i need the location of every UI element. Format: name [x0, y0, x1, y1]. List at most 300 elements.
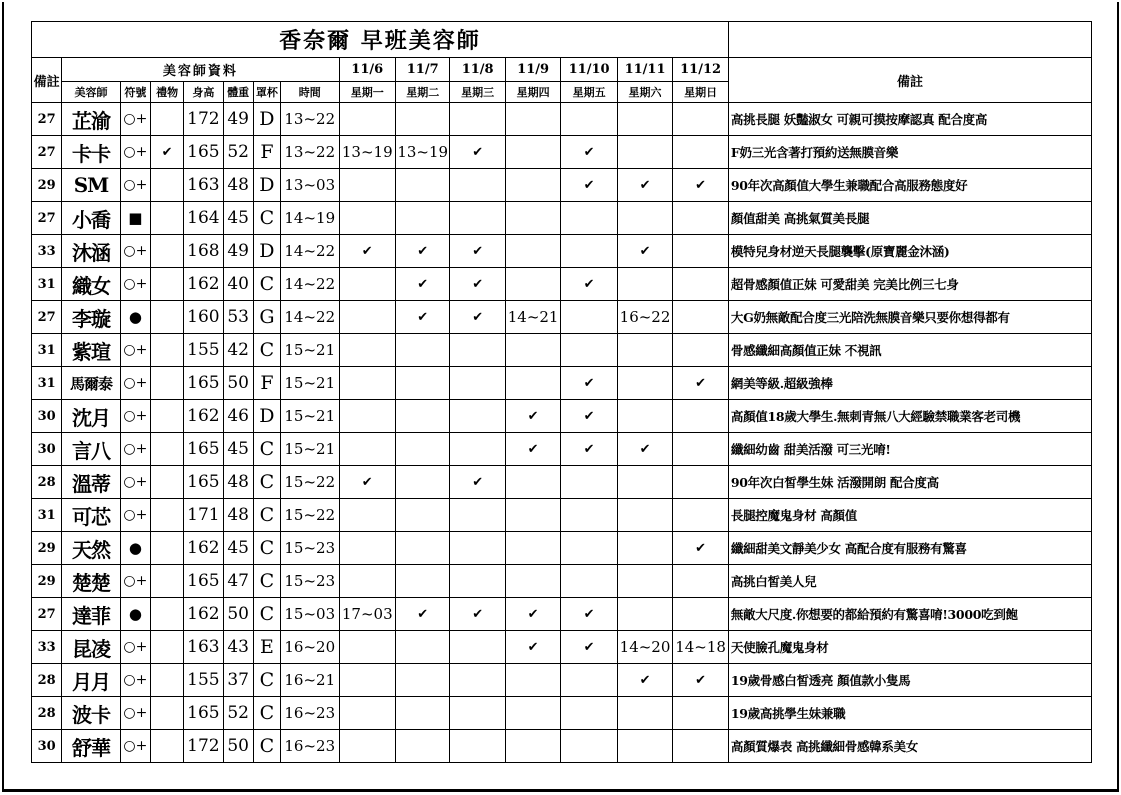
gift-cell — [150, 664, 183, 697]
note-cell: 長腿控魔鬼身材 高顏值 — [728, 499, 1091, 532]
name-cell: 波卡 — [62, 697, 120, 730]
symbol-cell: ○+ — [120, 697, 150, 730]
date-header: 11/6 — [339, 58, 395, 82]
right-note-header: 備註 — [728, 58, 1091, 103]
age-cell: 29 — [32, 532, 62, 565]
schedule-cell — [395, 631, 449, 664]
schedule-cell — [617, 730, 672, 763]
age-cell: 29 — [32, 169, 62, 202]
note-cell: 顏值甜美 高挑氣質美長腿 — [728, 202, 1091, 235]
gift-cell — [150, 565, 183, 598]
schedule-cell — [339, 433, 395, 466]
title-right-cell — [728, 22, 1091, 58]
name-cell: 沈月 — [62, 400, 120, 433]
weight-cell: 52 — [223, 697, 253, 730]
table-row — [32, 598, 1092, 631]
age-cell: 33 — [32, 631, 62, 664]
schedule-cell — [673, 400, 729, 433]
header-row-dates — [32, 58, 1092, 82]
schedule-cell — [505, 103, 560, 136]
cup-cell: D — [253, 103, 280, 136]
schedule-cell — [617, 565, 672, 598]
symbol-cell: ○+ — [120, 730, 150, 763]
schedule-cell — [450, 202, 505, 235]
schedule-cell — [339, 697, 395, 730]
schedule-cell — [561, 697, 617, 730]
cup-cell: C — [253, 598, 280, 631]
note-cell: F奶三光含著打預約送無膜音樂 — [728, 136, 1091, 169]
schedule-cell: ✔ — [673, 532, 729, 565]
cup-cell: C — [253, 664, 280, 697]
schedule-cell — [673, 565, 729, 598]
schedule-cell: ✔ — [561, 367, 617, 400]
weight-cell: 50 — [223, 367, 253, 400]
height-cell: 165 — [184, 433, 223, 466]
symbol-cell: ● — [120, 598, 150, 631]
schedule-cell — [561, 664, 617, 697]
table-row — [32, 202, 1092, 235]
table-row — [32, 697, 1092, 730]
symbol-cell: ○+ — [120, 334, 150, 367]
cup-cell: C — [253, 334, 280, 367]
age-cell: 31 — [32, 268, 62, 301]
symbol-cell: ○+ — [120, 268, 150, 301]
symbol-cell: ○+ — [120, 235, 150, 268]
symbol-cell: ○+ — [120, 466, 150, 499]
schedule-cell — [505, 136, 560, 169]
schedule-cell — [395, 565, 449, 598]
name-cell: 卡卡 — [62, 136, 120, 169]
schedule-cell — [673, 730, 729, 763]
time-cell: 13~03 — [281, 169, 339, 202]
schedule-cell — [395, 202, 449, 235]
name-cell: 沐涵 — [62, 235, 120, 268]
schedule-cell — [561, 301, 617, 334]
date-header: 11/8 — [450, 58, 505, 82]
note-cell: 骨感纖細高顏值正妹 不視訊 — [728, 334, 1091, 367]
schedule-cell — [561, 466, 617, 499]
schedule-cell — [505, 565, 560, 598]
title-row — [32, 22, 1092, 58]
schedule-cell: ✔ — [395, 268, 449, 301]
weight-cell: 50 — [223, 598, 253, 631]
time-cell: 13~22 — [281, 136, 339, 169]
age-cell: 30 — [32, 400, 62, 433]
age-cell: 27 — [32, 136, 62, 169]
note-cell: 高挑長腿 妖豔淑女 可親可摸按摩認真 配合度高 — [728, 103, 1091, 136]
schedule-cell: ✔ — [450, 598, 505, 631]
name-cell: 溫蒂 — [62, 466, 120, 499]
weight-cell: 43 — [223, 631, 253, 664]
schedule-cell — [450, 499, 505, 532]
name-cell: 紫瑄 — [62, 334, 120, 367]
note-cell: 19歲骨感白皙透亮 顏值款小隻馬 — [728, 664, 1091, 697]
weekday-header: 星期日 — [673, 82, 729, 103]
schedule-cell: ✔ — [561, 598, 617, 631]
gift-cell — [150, 730, 183, 763]
table-body — [32, 103, 1092, 763]
symbol-cell: ○+ — [120, 664, 150, 697]
gift-cell — [150, 268, 183, 301]
schedule-cell — [673, 499, 729, 532]
column-header: 時間 — [281, 82, 339, 103]
schedule-cell — [339, 664, 395, 697]
gift-cell — [150, 631, 183, 664]
schedule-cell — [673, 301, 729, 334]
schedule-cell: ✔ — [561, 268, 617, 301]
schedule-cell: 14~18 — [673, 631, 729, 664]
gift-cell — [150, 400, 183, 433]
weight-cell: 53 — [223, 301, 253, 334]
symbol-cell: ● — [120, 532, 150, 565]
cup-cell: C — [253, 697, 280, 730]
schedule-cell — [617, 202, 672, 235]
schedule-cell — [505, 367, 560, 400]
table-row — [32, 169, 1092, 202]
note-cell: 纖細幼齒 甜美活潑 可三光唷! — [728, 433, 1091, 466]
height-cell: 164 — [184, 202, 223, 235]
table-row — [32, 499, 1092, 532]
schedule-cell — [673, 268, 729, 301]
schedule-cell — [339, 268, 395, 301]
name-cell: 達菲 — [62, 598, 120, 631]
schedule-cell: ✔ — [561, 631, 617, 664]
symbol-cell: ○+ — [120, 631, 150, 664]
age-cell: 27 — [32, 301, 62, 334]
age-cell: 28 — [32, 466, 62, 499]
name-cell: SM — [62, 169, 120, 202]
gift-cell — [150, 169, 183, 202]
column-header: 體重 — [223, 82, 253, 103]
time-cell: 15~21 — [281, 334, 339, 367]
weight-cell: 48 — [223, 169, 253, 202]
table-row — [32, 367, 1092, 400]
name-cell: 月月 — [62, 664, 120, 697]
schedule-cell: ✔ — [617, 664, 672, 697]
height-cell: 165 — [184, 565, 223, 598]
weight-cell: 50 — [223, 730, 253, 763]
schedule-cell: ✔ — [450, 268, 505, 301]
schedule-cell: 13~19 — [395, 136, 449, 169]
schedule-cell — [450, 631, 505, 664]
symbol-cell: ○+ — [120, 565, 150, 598]
schedule-cell — [339, 631, 395, 664]
note-cell: 天使臉孔魔鬼身材 — [728, 631, 1091, 664]
schedule-cell — [505, 235, 560, 268]
time-cell: 16~20 — [281, 631, 339, 664]
schedule-cell — [617, 532, 672, 565]
schedule-cell — [339, 169, 395, 202]
schedule-cell: ✔ — [505, 400, 560, 433]
time-cell: 16~21 — [281, 664, 339, 697]
name-cell: 舒華 — [62, 730, 120, 763]
note-cell: 高顏質爆表 高挑纖細骨感韓系美女 — [728, 730, 1091, 763]
age-cell: 29 — [32, 565, 62, 598]
schedule-cell — [505, 664, 560, 697]
name-cell: 天然 — [62, 532, 120, 565]
column-header: 美容師 — [62, 82, 120, 103]
table-row — [32, 334, 1092, 367]
schedule-cell — [505, 202, 560, 235]
schedule-cell: ✔ — [450, 136, 505, 169]
weekday-header: 星期一 — [339, 82, 395, 103]
note-cell: 網美等級.超級強棒 — [728, 367, 1091, 400]
schedule-cell: 16~22 — [617, 301, 672, 334]
name-cell: 言八 — [62, 433, 120, 466]
info-header: 美容師資料 — [62, 58, 339, 82]
cup-cell: E — [253, 631, 280, 664]
time-cell: 15~22 — [281, 466, 339, 499]
gift-cell — [150, 367, 183, 400]
note-cell: 90年次高顏值大學生兼職配合高服務態度好 — [728, 169, 1091, 202]
time-cell: 13~22 — [281, 103, 339, 136]
note-cell: 無敵大尺度.你想要的都給預約有驚喜唷!3000吃到飽 — [728, 598, 1091, 631]
schedule-cell: ✔ — [395, 301, 449, 334]
schedule-cell — [395, 367, 449, 400]
weight-cell: 48 — [223, 499, 253, 532]
schedule-cell — [673, 697, 729, 730]
schedule-cell — [617, 136, 672, 169]
time-cell: 15~03 — [281, 598, 339, 631]
symbol-cell: ■ — [120, 202, 150, 235]
height-cell: 162 — [184, 532, 223, 565]
height-cell: 160 — [184, 301, 223, 334]
schedule-cell: ✔ — [339, 235, 395, 268]
gift-cell — [150, 235, 183, 268]
schedule-cell — [395, 400, 449, 433]
weekday-header: 星期四 — [505, 82, 560, 103]
table-row — [32, 103, 1092, 136]
date-header: 11/10 — [561, 58, 617, 82]
schedule-cell: ✔ — [617, 433, 672, 466]
schedule-cell — [339, 730, 395, 763]
schedule-cell — [339, 202, 395, 235]
schedule-cell — [339, 565, 395, 598]
height-cell: 155 — [184, 334, 223, 367]
gift-cell — [150, 202, 183, 235]
time-cell: 15~21 — [281, 400, 339, 433]
age-cell: 30 — [32, 730, 62, 763]
schedule-cell: ✔ — [450, 235, 505, 268]
schedule-cell: ✔ — [339, 466, 395, 499]
name-cell: 楚楚 — [62, 565, 120, 598]
age-cell: 31 — [32, 499, 62, 532]
schedule-cell — [505, 334, 560, 367]
table-row — [32, 136, 1092, 169]
column-header: 符號 — [120, 82, 150, 103]
date-header: 11/11 — [617, 58, 672, 82]
time-cell: 15~23 — [281, 565, 339, 598]
schedule-cell — [395, 466, 449, 499]
symbol-cell: ○+ — [120, 433, 150, 466]
schedule-cell — [561, 565, 617, 598]
page-title: 香奈爾 早班美容師 — [32, 22, 729, 58]
schedule-cell — [450, 730, 505, 763]
gift-cell: ✔ — [150, 136, 183, 169]
schedule-cell — [617, 367, 672, 400]
height-cell: 162 — [184, 400, 223, 433]
schedule-cell — [450, 697, 505, 730]
age-cell: 31 — [32, 367, 62, 400]
weight-cell: 45 — [223, 532, 253, 565]
cup-cell: C — [253, 466, 280, 499]
schedule-cell — [617, 598, 672, 631]
note-cell: 纖細甜美文靜美少女 高配合度有服務有驚喜 — [728, 532, 1091, 565]
time-cell: 14~19 — [281, 202, 339, 235]
age-cell: 27 — [32, 103, 62, 136]
name-cell: 芷渝 — [62, 103, 120, 136]
height-cell: 163 — [184, 631, 223, 664]
height-cell: 172 — [184, 103, 223, 136]
schedule-cell — [395, 499, 449, 532]
cup-cell: D — [253, 400, 280, 433]
table-row — [32, 400, 1092, 433]
note-cell: 90年次白皙學生妹 活潑開朗 配合度高 — [728, 466, 1091, 499]
note-cell: 超骨感顏值正妹 可愛甜美 完美比例三七身 — [728, 268, 1091, 301]
schedule-cell — [450, 103, 505, 136]
gift-cell — [150, 334, 183, 367]
name-cell: 小喬 — [62, 202, 120, 235]
weight-cell: 46 — [223, 400, 253, 433]
height-cell: 162 — [184, 598, 223, 631]
name-cell: 織女 — [62, 268, 120, 301]
table-row — [32, 532, 1092, 565]
time-cell: 15~21 — [281, 367, 339, 400]
time-cell: 15~21 — [281, 433, 339, 466]
symbol-cell: ○+ — [120, 367, 150, 400]
name-cell: 昆凌 — [62, 631, 120, 664]
age-cell: 31 — [32, 334, 62, 367]
weekday-header: 星期五 — [561, 82, 617, 103]
schedule-cell: ✔ — [450, 301, 505, 334]
schedule-cell — [673, 433, 729, 466]
schedule-cell: ✔ — [505, 433, 560, 466]
weight-cell: 52 — [223, 136, 253, 169]
age-cell: 27 — [32, 202, 62, 235]
cup-cell: G — [253, 301, 280, 334]
note-cell: 大G奶無敵配合度三光陪洗無膜音樂只要你想得都有 — [728, 301, 1091, 334]
schedule-cell: ✔ — [395, 235, 449, 268]
schedule-cell — [505, 532, 560, 565]
height-cell: 172 — [184, 730, 223, 763]
schedule-cell — [561, 334, 617, 367]
height-cell: 171 — [184, 499, 223, 532]
gift-cell — [150, 301, 183, 334]
schedule-cell: 17~03 — [339, 598, 395, 631]
height-cell: 165 — [184, 367, 223, 400]
schedule-cell — [561, 730, 617, 763]
age-cell: 28 — [32, 697, 62, 730]
table-row — [32, 565, 1092, 598]
column-header: 身高 — [184, 82, 223, 103]
weekday-header: 星期六 — [617, 82, 672, 103]
column-header: 罩杯 — [253, 82, 280, 103]
name-cell: 李璇 — [62, 301, 120, 334]
date-header: 11/7 — [395, 58, 449, 82]
schedule-cell: ✔ — [561, 136, 617, 169]
age-cell: 27 — [32, 598, 62, 631]
schedule-cell — [561, 235, 617, 268]
height-cell: 163 — [184, 169, 223, 202]
symbol-cell: ○+ — [120, 136, 150, 169]
height-cell: 155 — [184, 664, 223, 697]
schedule-cell — [339, 301, 395, 334]
schedule-cell — [450, 433, 505, 466]
schedule-cell: ✔ — [617, 235, 672, 268]
schedule-cell: ✔ — [673, 367, 729, 400]
weight-cell: 40 — [223, 268, 253, 301]
schedule-cell — [561, 532, 617, 565]
time-cell: 16~23 — [281, 730, 339, 763]
table-row — [32, 466, 1092, 499]
height-cell: 165 — [184, 697, 223, 730]
schedule-cell: ✔ — [450, 466, 505, 499]
schedule-cell: ✔ — [617, 169, 672, 202]
schedule-cell: ✔ — [505, 631, 560, 664]
table-row — [32, 730, 1092, 763]
schedule-cell — [617, 466, 672, 499]
weight-cell: 45 — [223, 202, 253, 235]
height-cell: 165 — [184, 466, 223, 499]
gift-cell — [150, 103, 183, 136]
gift-cell — [150, 532, 183, 565]
age-cell: 30 — [32, 433, 62, 466]
name-cell: 馬爾泰 — [62, 367, 120, 400]
table-row — [32, 433, 1092, 466]
schedule-cell — [673, 598, 729, 631]
cup-cell: C — [253, 532, 280, 565]
schedule-cell — [395, 433, 449, 466]
schedule-cell — [450, 664, 505, 697]
weight-cell: 45 — [223, 433, 253, 466]
schedule-cell — [617, 697, 672, 730]
weight-cell: 49 — [223, 103, 253, 136]
table-row — [32, 631, 1092, 664]
name-cell: 可芯 — [62, 499, 120, 532]
weight-cell: 42 — [223, 334, 253, 367]
note-cell: 模特兒身材逆天長腿襲擊(原寶麗金沐涵) — [728, 235, 1091, 268]
schedule-cell — [561, 202, 617, 235]
schedule-cell: ✔ — [673, 169, 729, 202]
schedule-cell — [673, 136, 729, 169]
note-cell: 19歲高挑學生妹兼職 — [728, 697, 1091, 730]
table-row — [32, 235, 1092, 268]
schedule-cell — [339, 367, 395, 400]
schedule-cell — [673, 334, 729, 367]
symbol-cell: ○+ — [120, 169, 150, 202]
weekday-header: 星期二 — [395, 82, 449, 103]
schedule-cell — [505, 499, 560, 532]
schedule-cell — [673, 235, 729, 268]
cup-cell: D — [253, 235, 280, 268]
gift-cell — [150, 598, 183, 631]
schedule-cell — [339, 499, 395, 532]
cup-cell: C — [253, 730, 280, 763]
schedule-cell — [395, 664, 449, 697]
schedule-cell — [395, 532, 449, 565]
cup-cell: F — [253, 136, 280, 169]
schedule-cell — [450, 169, 505, 202]
schedule-cell — [339, 400, 395, 433]
schedule-cell — [617, 334, 672, 367]
left-note-header: 備註 — [32, 58, 62, 103]
schedule-cell — [505, 169, 560, 202]
weekday-header: 星期三 — [450, 82, 505, 103]
table-row — [32, 664, 1092, 697]
time-cell: 14~22 — [281, 235, 339, 268]
schedule-cell — [395, 169, 449, 202]
schedule-cell: ✔ — [561, 400, 617, 433]
